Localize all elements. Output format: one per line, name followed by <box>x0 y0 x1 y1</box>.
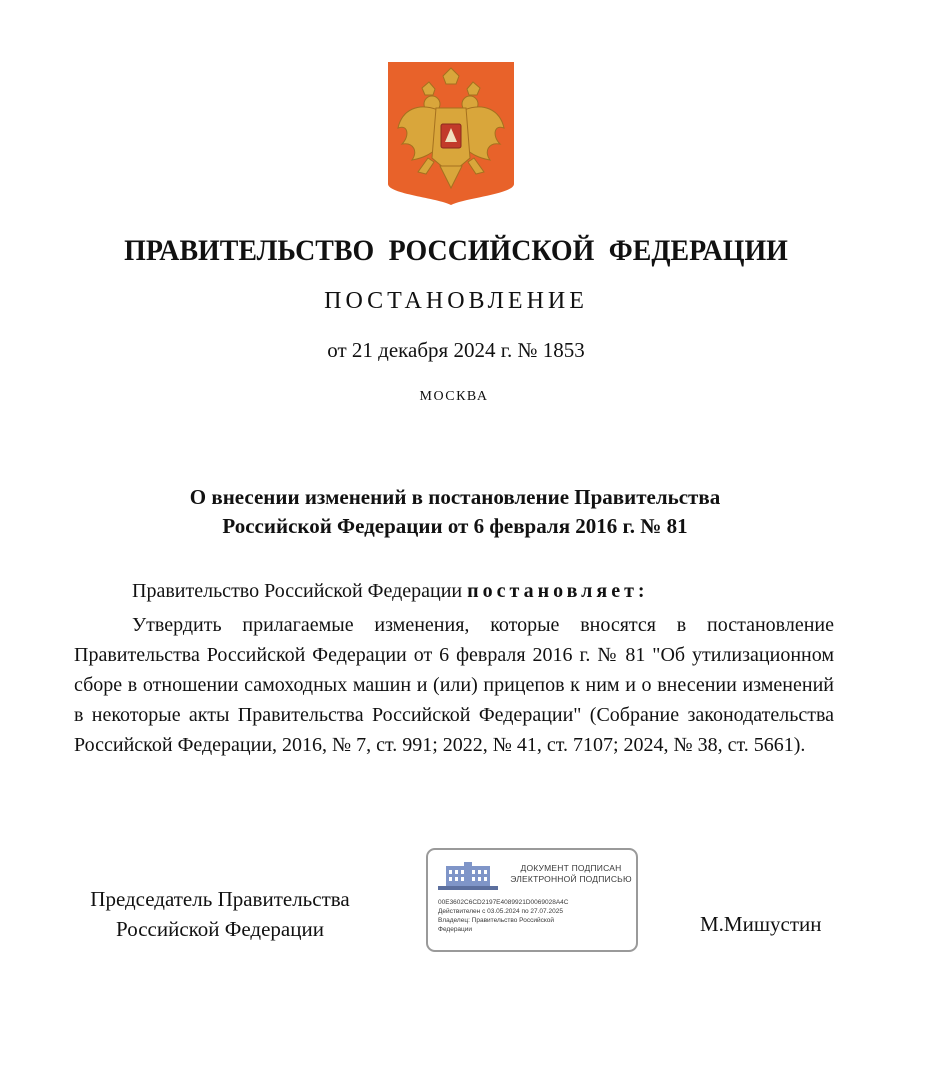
coat-of-arms-emblem <box>388 62 514 205</box>
double-headed-eagle-icon <box>388 62 514 205</box>
signer-name: М.Мишустин <box>700 912 822 936</box>
subject-line-1: О внесении изменений в постановление Правительства <box>189 485 721 509</box>
document-date-number: от 21 декабря 2024 г. № 1853 <box>327 338 585 362</box>
decree-verb: постановляет: <box>467 580 649 602</box>
document-type: ПОСТАНОВЛЕНИЕ <box>324 288 588 314</box>
signer-position <box>70 884 370 944</box>
stamp-owner-line-1: Владелец: Правительство Российской <box>438 917 555 924</box>
document-subject <box>90 483 820 541</box>
stamp-header-line-2: ЭЛЕКТРОННОЙ ПОДПИСЬЮ <box>510 874 632 884</box>
decree-paragraph: Утвердить прилагаемые изменения, которые вносятся в постановление Правительства Российской Федерации от 6 февраля 2016 г. № 81 "Об утилизационном сборе в отношении самоходных машин и (или) прицепов к ним и о внесении изменений в некоторые акты Правительства Российской Федерации" (Собрание законодательства Российской Федерации, 2016, № 7, ст. 991; 2022, № 41, ст. 7107; 2024, № 38, ст. 5661). <box>74 614 834 756</box>
signer-position-line-2: Российской Федерации <box>116 917 324 941</box>
stamp-owner-line-2: Федерации <box>438 926 473 933</box>
document-city: МОСКВА <box>419 389 489 404</box>
decree-preamble <box>132 580 649 603</box>
government-title: ПРАВИТЕЛЬСТВО РОССИЙСКОЙ ФЕДЕРАЦИИ <box>124 234 788 267</box>
stamp-header-line-1: ДОКУМЕНТ ПОДПИСАН <box>520 863 622 873</box>
stamp-header <box>506 863 636 885</box>
subject-line-2: Российской Федерации от 6 февраля 2016 г. № 81 <box>222 514 688 538</box>
stamp-details <box>438 898 634 934</box>
stamp-validity: Действителен с 03.05.2024 по 27.07.2025 <box>438 908 563 915</box>
decree-lead: Правительство Российской Федерации <box>132 580 468 602</box>
signer-position-line-1: Председатель Правительства <box>90 887 350 911</box>
government-building-icon <box>438 862 498 892</box>
electronic-signature-stamp <box>426 848 638 952</box>
stamp-certificate: 00E3602C6CD2197E4089921D0069028A4C <box>438 899 569 906</box>
